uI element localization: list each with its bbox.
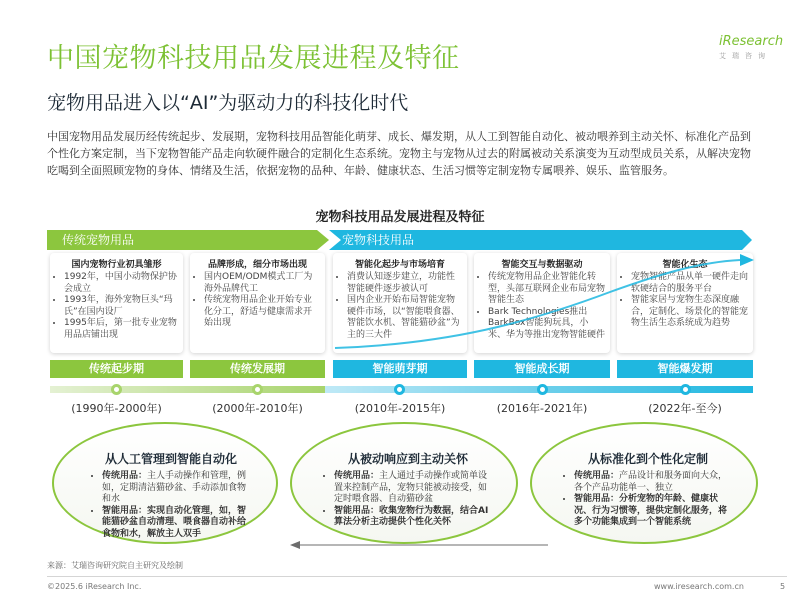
card-item: • 传统宠物用品企业开始专业化分工，舒适与健康需求开始出现 [204, 295, 320, 330]
item-label: 传统用品： [574, 471, 620, 481]
timeline-node [680, 384, 691, 395]
phase-bar-4: 智能成长期 [474, 360, 610, 378]
website-link[interactable]: www.iresearch.com.cn [654, 582, 744, 591]
year-range-1: (1990年-2000年) [71, 402, 162, 415]
year-range-4: (2016年-2021年) [496, 402, 588, 415]
timeline-traditional [50, 386, 325, 393]
item-label: 智能用品： [334, 505, 380, 516]
card-item: • 国内企业开始布局智能宠物硬件市场，以“智能喂食器、智能饮水机、智能猫砂盆”为主的三大件 [347, 295, 462, 341]
ellipse-item [574, 471, 734, 494]
card-item: • 智能家居与宠物生态深度融合，定制化、场景化的智能宠物生活生态系统成为趋势 [631, 295, 748, 330]
ellipse-title: 从被动响应到主动关怀 [347, 452, 468, 466]
ellipse-item [334, 471, 494, 506]
item-label: 智能用品： [574, 494, 620, 504]
timeline-node [111, 384, 122, 395]
timeline-node [394, 384, 405, 395]
ellipse-item [574, 494, 734, 529]
ellipse-title: 从人工管理到智能自动化 [104, 452, 237, 466]
timeline-node [537, 384, 548, 395]
card-item: • 传统宠物用品企业智能化转型，头部互联网企业布局宠物智能生态 [488, 272, 605, 307]
phase-bar-1: 传统起步期 [50, 360, 183, 378]
ellipse-item [102, 506, 252, 541]
card-item: • 1995年后，第一批专业宠物用品店铺出现 [64, 318, 178, 341]
card-item: • 宠物智能产品从单一硬件走向软硬结合的服务平台 [631, 272, 748, 295]
card-title: 智能化起步与市场培育 [354, 260, 445, 270]
item-label: 传统用品： [334, 471, 380, 481]
item-label: 传统用品： [102, 471, 148, 481]
timeline-node [252, 384, 263, 395]
page-title: 中国宠物科技用品发展进程及特征 [47, 43, 460, 74]
growth-curve [330, 252, 760, 352]
logo-subtext: 艾瑞咨询 [719, 52, 771, 60]
iresearch-logo [719, 34, 784, 64]
feature-ellipse-1 [52, 422, 278, 544]
card-item: • 1993年，海外宠物巨头“玛氏”在国内设厂 [64, 295, 178, 318]
card-title: 智能交互与数据驱动 [501, 260, 583, 270]
copyright: ©2025.6 iResearch Inc. [47, 582, 142, 591]
intro-paragraph: 中国宠物用品发展历经传统起步、发展期，宠物科技用品智能化萌芽、成长、爆发期，从人工到智能自动化、被动喂养到主动关怀、标准化产品到个性化方案定制，当下宠物智能产品走向软硬件融合的定制化生态系统。宠物主与宠物从过去的附属被动关系演变为互动型成员关系，从解决宠物吃喝到全面照顾宠物的身体、情绪及生活，依据宠物的品种、年龄、健康状态、生活习惯等定制宠物专属喂养、娱乐、监管服务。 [47, 130, 751, 177]
logo-text: iResearch [719, 34, 784, 49]
card-item: • 国内OEM/ODM模式工厂为海外品牌代工 [204, 272, 320, 295]
card-title: 品牌形成，细分市场出现 [207, 260, 307, 270]
card-item: • 消费认知逐步建立，功能性智能硬件逐步被认可 [347, 272, 462, 295]
year-range-5: (2022年-至今) [648, 402, 722, 415]
feature-ellipse-3 [530, 422, 758, 544]
card-title: 智能化生态 [662, 260, 708, 270]
ellipse-item [102, 471, 252, 506]
year-range-3: (2010年-2015年) [354, 402, 446, 415]
card-item: • 1992年，中国小动物保护协会成立 [64, 272, 178, 295]
item-label: 智能用品： [102, 505, 148, 516]
ellipse-item [334, 506, 494, 529]
card-title: 国内宠物行业初具雏形 [71, 260, 162, 270]
item-text: 主人手动操作和管理，例如，定期清洁猫砂盆、手动添加食物和水 [102, 471, 247, 504]
stage-card-1 [50, 253, 183, 353]
item-text: 产品设计和服务面向大众，各个产品功能单一、独立 [574, 471, 728, 493]
phase-bar-3: 智能萌芽期 [333, 360, 467, 378]
item-text: 实现自动化管理，如，智能猫砂盆自动清理、喂食器自动补给食物和水，解放主人双手 [102, 505, 247, 539]
ellipse-title: 从标准化到个性化定制 [587, 452, 708, 466]
feature-ellipse-2 [290, 422, 518, 544]
diagram-title: 宠物科技用品发展进程及特征 [315, 210, 485, 225]
card-item: • Bark Technologies推出BarkBox智能狗玩具，小米、华为等推出宠物智能硬件 [488, 307, 605, 342]
item-text: 分析宠物的年龄、健康状况、行为习惯等，提供定制化服务，将多个功能集成到一个智能系统 [574, 494, 728, 527]
page-subtitle: 宠物用品进入以“AI”为驱动力的科技化时代 [47, 92, 409, 114]
band-label-tech: 宠物科技用品 [342, 233, 415, 247]
year-range-2: (2000年-2010年) [212, 402, 303, 415]
footer-divider [47, 576, 787, 577]
source-note: 来源：艾瑞咨询研究院自主研究及绘制 [47, 561, 183, 570]
page-number: 5 [780, 582, 786, 591]
phase-bar-2: 传统发展期 [190, 360, 325, 378]
phase-bar-5: 智能爆发期 [617, 360, 753, 378]
stage-card-2 [190, 253, 325, 353]
item-text: 主人通过手动操作或简单设置来控制产品，宠物只能被动接受，如定时喂食器、自动猫砂盆 [334, 471, 488, 504]
band-label-traditional: 传统宠物用品 [62, 233, 135, 247]
item-text: 收集宠物行为数据，结合AI算法分析主动提供个性化关怀 [334, 505, 489, 527]
